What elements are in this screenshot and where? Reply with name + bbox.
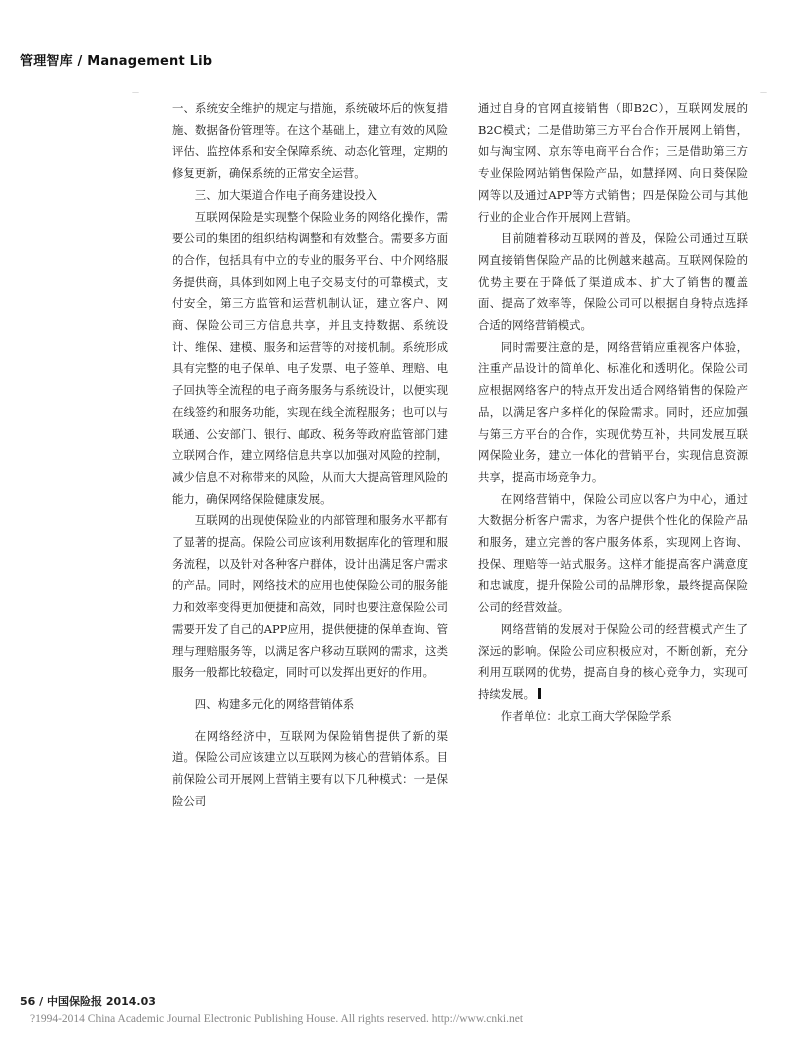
copyright-line: ?1994-2014 China Academic Journal Electronic Publishing House. All rights reserved. http://www.cnki.net xyxy=(30,1013,524,1025)
body-paragraph: 互联网的出现使保险业的内部管理和服务水平都有了显著的提高。保险公司应该利用数据库化的管理和服务流程，以及针对各种客户群体，设计出满足客户需求的产品。同时，网络技术的应用也使保险公司的服务能力和效率变得更加便捷和高效，同时也要注意保险公司需要开发了自己的APP应用，提供便捷的保单查询、管理与理赔服务等，以满足客户移动互联网的需求，这类服务一般都比较稳定，同时可以发挥出更好的作用。 xyxy=(172,513,448,680)
body-paragraph: 在网络营销中，保险公司应以客户为中心，通过大数据分析客户需求，为客户提供个性化的保险产品和服务，建立完善的客户服务体系，实现网上咨询、投保、理赔等一站式服务。这样才能提高客户满意度和忠诚度，提升保险公司的品牌形象，最终提高保险公司的经营效益。 xyxy=(478,491,748,615)
body-paragraph: 一、系统安全维护的规定与措施，系统破坏后的恢复措施、数据备份管理等。在这个基础上，建立有效的风险评估、监控体系和安全保障系统、动态化管理，定期的修复更新，确保系统的正常安全运营。 xyxy=(172,101,448,181)
body-paragraph: 目前随着移动互联网的普及，保险公司通过互联网直接销售保险产品的比例越来越高。互联网保险的优势主要在于降低了渠道成本、扩大了销售的覆盖面、提高了效率等，保险公司可以根据自身特点选择合适的网络营销模式。 xyxy=(478,231,748,333)
page-number-footer: 56 / 中国保险报 2014.03 xyxy=(20,995,156,1008)
body-paragraph xyxy=(478,619,748,706)
right-column xyxy=(478,98,748,727)
section-heading: 三、加大渠道合作电子商务建设投入 xyxy=(194,187,378,202)
scan-artifact: — xyxy=(132,88,139,96)
end-mark-icon xyxy=(538,688,541,699)
left-column xyxy=(172,98,448,813)
section-heading: 四、构建多元化的网络营销体系 xyxy=(194,696,355,711)
body-paragraph: 在网络经济中，互联网为保险销售提供了新的渠道。保险公司应该建立以互联网为核心的营销体系。目前保险公司开展网上营销主要有以下几种模式：一是保险公司 xyxy=(172,728,448,808)
body-paragraph: 同时需要注意的是，网络营销应重视客户体验，注重产品设计的简单化、标准化和透明化。保险公司应根据网络客户的特点开发出适合网络销售的保险产品，以满足客户多样化的保险需求。同时，还应加强与第三方平台的合作，实现优势互补，共同发展互联网保险业务，建立一体化的营销平台，实现信息资源共享，提高市场竞争力。 xyxy=(478,339,748,484)
author-affiliation: 作者单位：北京工商大学保险学系 xyxy=(500,708,672,723)
body-paragraph: 互联网保险是实现整个保险业务的网络化操作，需要公司的集团的组织结构调整和有效整合。需要多方面的合作，包括具有中立的专业的服务平台、中介网络服务提供商，具体到如网上电子交易支付的可靠模式，支付安全，第三方监管和运营机制认证，建立客户、网商、保险公司三方信息共享，并且支持数据、系统设计、维保、建模、服务和运营等的对接机制。系统形成具有完整的电子保单、电子发票、电子签单、理赔、电子回执等全流程的电子商务服务与系统设计，以便实现在线签约和服务功能，实现在线全流程服务；也可以与联通、公安部门、银行、邮政、税务等政府监管部门建立联网合作，建立网络信息共享以加强对风险的控制，减少信息不对称带来的风险，从而大大提高管理风险的能力，确保网络保险健康发展。 xyxy=(172,209,448,506)
journal-section-header: 管理智库 / Management Lib xyxy=(20,54,213,69)
body-paragraph-text: 网络营销的发展对于保险公司的经营模式产生了深远的影响。保险公司应积极应对，不断创新，充分利用互联网的优势，提高自身的核心竞争力，实现可持续发展。 xyxy=(478,621,748,701)
scan-artifact: — xyxy=(760,88,767,96)
body-paragraph: 通过自身的官网直接销售（即B2C），互联网发展的B2C模式；二是借助第三方平台合作开展网上销售，如与淘宝网、京东等电商平台合作；三是借助第三方专业保险网站销售保险产品，如慧择网、向日葵保险网等以及通过APP等方式销售；四是保险公司与其他行业的企业合作开展网上营销。 xyxy=(478,101,748,224)
